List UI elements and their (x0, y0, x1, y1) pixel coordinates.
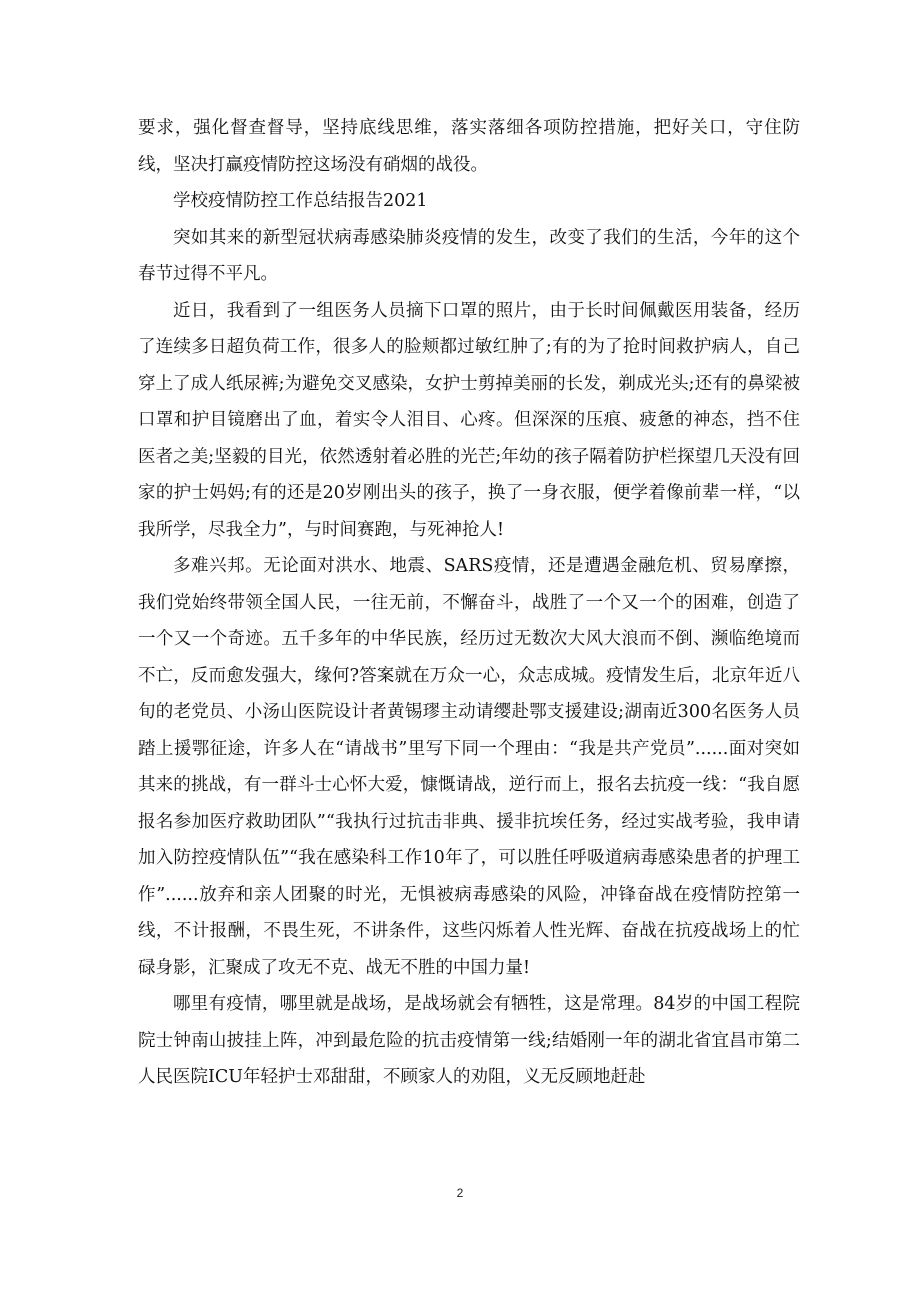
paragraph-6: 哪里有疫情，哪里就是战场，是战场就会有牺牲，这是常理。84岁的中国工程院院士钟南山披挂上阵，冲到最危险的抗击疫情第一线;结婚刚一年的湖北省宜昌市第二人民医院ICU年轻护士邓甜甜，不顾家人的劝阻，义无反顾地赶赴 (138, 994, 800, 1087)
paragraph-5: 多难兴邦。无论面对洪水、地震、SARS疫情，还是遭遇金融危机、贸易摩擦，我们党始终带领全国人民，一往无前，不懈奋斗，战胜了一个又一个的困难，创造了一个又一个奇迹。五千多年的中华民族，经历过无数次大风大浪而不倒、濒临绝境而不亡，反而愈发强大，缘何?答案就在万众一心，众志成城。疫情发生后，北京年近八旬的老党员、小汤山医院设计者黄锡璆主动请缨赴鄂支援建设;湖南近300名医务人员踏上援鄂征途，许多人在“请战书”里写下同一个理由：“我是共产党员”......面对突如其来的挑战，有一群斗士心怀大爱，慷慨请战，逆行而上，报名去抗疫一线：“我自愿报名参加医疗救助团队”“我执行过抗击非典、援非抗埃任务，经过实战考验，我申请加入防控疫情队伍”“我在感染科工作10年了，可以胜任呼吸道病毒感染患者的护理工作”......放弃和亲人团聚的时光，无惧被病毒感染的风险，冲锋奋战在疫情防控第一线，不计报酬，不畏生死，不讲条件，这些闪烁着人性光辉、奋战在抗疫战场上的忙碌身影，汇聚成了攻无不克、战无不胜的中国力量! (138, 556, 800, 978)
page-number: 2 (456, 1186, 464, 1200)
paragraph-4: 近日，我看到了一组医务人员摘下口罩的照片，由于长时间佩戴医用装备，经历了连续多日超负荷工作，很多人的脸颊都过敏红肿了;有的为了抢时间救护病人，自己穿上了成人纸尿裤;为避免交叉感染，女护士剪掉美丽的长发，剃成光头;还有的鼻梁被口罩和护目镜磨出了血，着实令人泪目、心疼。但深深的压痕、疲惫的神态，挡不住医者之美;坚毅的目光，依然透射着必胜的光芒;年幼的孩子隔着防护栏探望几天没有回家的护士妈妈;有的还是20岁刚出头的孩子，换了一身衣服，便学着像前辈一样，“以我所学，尽我全力”，与时间赛跑，与死神抢人! (138, 300, 800, 540)
paragraph-3: 突如其来的新型冠状病毒感染肺炎疫情的发生，改变了我们的生活，今年的这个春节过得不平凡。 (138, 227, 800, 284)
document-body (138, 110, 800, 1096)
section-heading: 学校疫情防控工作总结报告2021 (173, 191, 428, 211)
paragraph-1: 要求，强化督查督导，坚持底线思维，落实落细各项防控措施，把好关口，守住防线，坚决打赢疫情防控这场没有硝烟的战役。 (138, 118, 800, 175)
